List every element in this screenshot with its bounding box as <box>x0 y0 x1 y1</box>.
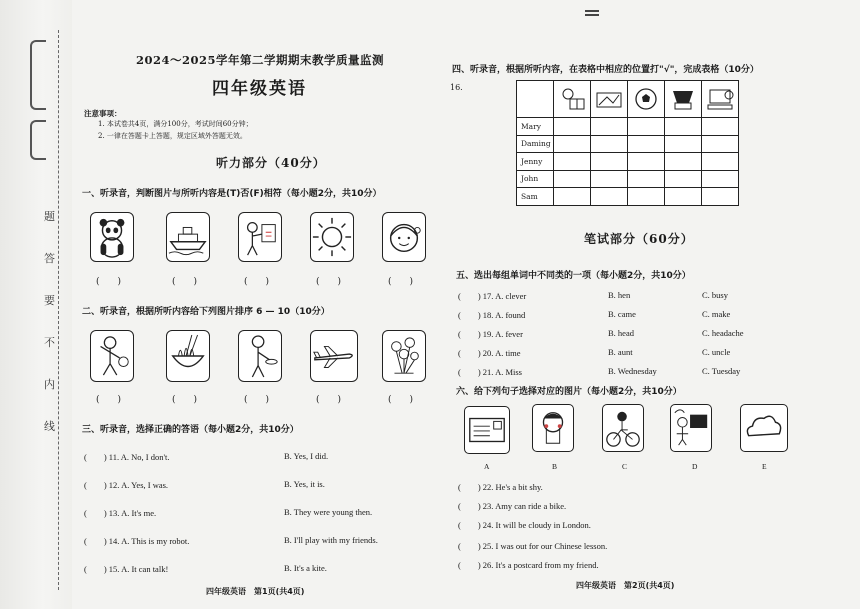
question-26[interactable]: ( ) 26. It's a postcard from my friend. <box>458 560 599 570</box>
answer-blank[interactable]: ( ) <box>96 395 122 405</box>
check-cell[interactable] <box>591 170 628 188</box>
binding-bracket-lower <box>30 120 46 160</box>
piano-icon <box>667 85 699 113</box>
check-cell[interactable] <box>665 153 702 171</box>
ship-icon <box>167 213 209 261</box>
picture-sun <box>310 212 354 262</box>
answer-blank[interactable]: ( ) <box>316 277 342 287</box>
question-20-option-b[interactable]: B. aunt <box>608 347 633 357</box>
classroom-icon <box>671 405 711 451</box>
table-row <box>517 135 739 153</box>
picture-panda <box>90 212 134 262</box>
question-17-option-b[interactable]: B. hen <box>608 290 631 300</box>
picture-boy-painting <box>238 212 282 262</box>
panda-icon <box>91 213 133 261</box>
check-cell[interactable] <box>628 118 665 136</box>
cleaning-icon <box>593 85 625 113</box>
notes-title: 注意事项： <box>84 109 122 118</box>
picture-ship <box>166 212 210 262</box>
part5-heading: 五、选出每组单词中不同类的一项（每小题2分，共10分） <box>456 271 691 281</box>
question-12-option-b[interactable]: B. Yes, it is. <box>284 479 325 489</box>
answer-blank[interactable]: ( ) <box>388 277 414 287</box>
question-13-option-a[interactable]: ( ) 13. A. It's me. <box>84 508 157 518</box>
activity-table <box>516 80 739 206</box>
page-footer: 四年级英语 第1页(共4页) <box>206 587 305 596</box>
boy-basketball-icon <box>91 331 133 381</box>
shy-boy-icon <box>533 405 573 451</box>
girl-face-icon <box>383 213 425 261</box>
check-cell[interactable] <box>554 135 591 153</box>
answer-blank[interactable]: ( ) <box>316 395 342 405</box>
check-cell[interactable] <box>628 170 665 188</box>
picture-flowers <box>382 330 426 382</box>
table-row <box>517 188 739 206</box>
question-13-option-b[interactable]: B. They were young then. <box>284 507 373 517</box>
check-cell[interactable] <box>665 118 702 136</box>
question-20-option-a[interactable]: ( ) 20. A. time <box>458 348 521 358</box>
subject-title: 四年级英语 <box>212 79 307 99</box>
check-cell[interactable] <box>554 153 591 171</box>
question-21-option-b[interactable]: B. Wednesday <box>608 366 657 376</box>
seal-line-labels <box>44 210 58 462</box>
answer-blank[interactable]: ( ) <box>96 277 122 287</box>
sun-icon <box>311 213 353 261</box>
computer-icon <box>704 85 736 113</box>
picture-noodles <box>166 330 210 382</box>
picture-airplane <box>310 330 358 382</box>
boy-painting-icon <box>239 213 281 261</box>
question-20-option-c[interactable]: C. uncle <box>702 347 731 357</box>
question-12-option-a[interactable]: ( ) 12. A. Yes, I was. <box>84 480 169 490</box>
check-cell[interactable] <box>591 153 628 171</box>
postcard-icon <box>465 407 509 453</box>
question-21-option-a[interactable]: ( ) 21. A. Miss <box>458 367 522 377</box>
football-icon <box>630 85 662 113</box>
picture-girl-bike <box>602 404 644 452</box>
airplane-icon <box>311 331 357 381</box>
table-header-row <box>517 81 739 118</box>
check-cell[interactable] <box>665 170 702 188</box>
man-cooking-icon <box>239 331 281 381</box>
picture-letter: D <box>692 462 698 471</box>
check-cell[interactable] <box>665 135 702 153</box>
picture-boy-basketball <box>90 330 134 382</box>
row-name: John <box>517 170 554 188</box>
picture-girl-face <box>382 212 426 262</box>
picture-letter: C <box>622 462 628 471</box>
exam-title: 2024～2025学年第二学期期末教学质量监测 <box>136 53 385 67</box>
page-footer: 四年级英语 第2页(共4页) <box>576 581 675 590</box>
picture-letter: A <box>484 462 490 471</box>
picture-cloud <box>740 404 788 452</box>
written-title: 笔试部分（60分） <box>584 232 694 246</box>
picture-classroom <box>670 404 712 452</box>
seal-label: 答 <box>44 252 55 265</box>
answer-blank[interactable]: ( ) <box>172 277 198 287</box>
table-row <box>517 153 739 171</box>
part1-heading: 一、听录音，判断图片与所听内容是(T)否(F)相符（每小题2分，共10分） <box>82 189 382 199</box>
seal-label: 不 <box>44 336 55 349</box>
check-cell[interactable] <box>591 188 628 206</box>
question-25[interactable]: ( ) 25. I was out for our Chinese lesson. <box>458 541 608 551</box>
part3-heading: 三、听录音，选择正确的答语（每小题2分，共10分） <box>82 425 299 435</box>
answer-blank[interactable]: ( ) <box>244 395 270 405</box>
page-2 <box>448 0 856 609</box>
boy-reading-icon <box>556 85 588 113</box>
answer-blank[interactable]: ( ) <box>388 395 414 405</box>
answer-blank[interactable]: ( ) <box>172 395 198 405</box>
question-18-option-a[interactable]: ( ) 18. A. found <box>458 310 526 320</box>
table-header-cell <box>554 81 591 118</box>
check-cell[interactable] <box>702 153 739 171</box>
question-11-option-a[interactable]: ( ) 11. A. No, I don't. <box>84 452 170 462</box>
question-24[interactable]: ( ) 24. It will be cloudy in London. <box>458 520 591 530</box>
picture-man-cooking <box>238 330 282 382</box>
question-19-option-b[interactable]: B. head <box>608 328 634 338</box>
check-cell[interactable] <box>665 188 702 206</box>
question-22[interactable]: ( ) 22. He's a bit shy. <box>458 482 543 492</box>
table-header-cell <box>665 81 702 118</box>
question-18-option-b[interactable]: B. came <box>608 309 636 319</box>
picture-letter: E <box>762 462 767 471</box>
check-cell[interactable] <box>702 135 739 153</box>
check-cell[interactable] <box>591 118 628 136</box>
cloud-icon <box>741 405 787 451</box>
question-16-number: 16. <box>450 83 463 92</box>
row-name: Sam <box>517 188 554 206</box>
check-cell[interactable] <box>554 188 591 206</box>
check-cell[interactable] <box>628 153 665 171</box>
noodles-icon <box>167 331 209 381</box>
part2-heading: 二、听录音，根据所听内容给下列图片排序 6 — 10（10分） <box>82 307 330 317</box>
row-name: Daming <box>517 135 554 153</box>
seal-label: 题 <box>44 210 55 223</box>
note-item: 1. 本试卷共4页，满分100分，考试时间60分钟； <box>98 120 253 128</box>
question-21-option-c[interactable]: C. Tuesday <box>702 366 741 376</box>
picture-shy-boy <box>532 404 574 452</box>
check-cell[interactable] <box>628 135 665 153</box>
table-row <box>517 170 739 188</box>
seal-line <box>58 30 59 590</box>
question-17-option-c[interactable]: C. busy <box>702 290 728 300</box>
table-header-cell <box>591 81 628 118</box>
question-15-option-b[interactable]: B. It's a kite. <box>284 563 327 573</box>
girl-bike-icon <box>603 405 643 451</box>
seal-label: 内 <box>44 378 55 391</box>
picture-postcard <box>464 406 510 454</box>
flowers-icon <box>383 331 425 381</box>
question-14-option-a[interactable]: ( ) 14. A. This is my robot. <box>84 536 190 546</box>
question-15-option-a[interactable]: ( ) 15. A. It can talk! <box>84 564 169 574</box>
table-header-cell <box>628 81 665 118</box>
check-cell[interactable] <box>554 170 591 188</box>
check-cell[interactable] <box>628 188 665 206</box>
question-19-option-a[interactable]: ( ) 19. A. fever <box>458 329 523 339</box>
picture-letter: B <box>552 462 558 471</box>
part6-heading: 六、给下列句子选择对应的图片（每小题2分，共10分） <box>456 387 682 397</box>
question-17-option-a[interactable]: ( ) 17. A. clever <box>458 291 527 301</box>
check-cell[interactable] <box>702 118 739 136</box>
binding-bracket <box>30 40 46 110</box>
check-cell[interactable] <box>591 135 628 153</box>
row-name: Jenny <box>517 153 554 171</box>
check-cell[interactable] <box>702 170 739 188</box>
page-1 <box>76 0 442 609</box>
question-18-option-c[interactable]: C. make <box>702 309 731 319</box>
table-header-cell <box>702 81 739 118</box>
binding-margin <box>0 0 72 609</box>
question-11-option-b[interactable]: B. Yes, I did. <box>284 451 329 461</box>
answer-blank[interactable]: ( ) <box>244 277 270 287</box>
listening-title: 听力部分（40分） <box>216 156 326 170</box>
row-name: Mary <box>517 118 554 136</box>
question-23[interactable]: ( ) 23. Amy can ride a bike. <box>458 501 567 511</box>
check-cell[interactable] <box>554 118 591 136</box>
seal-label: 要 <box>44 294 55 307</box>
check-cell[interactable] <box>702 188 739 206</box>
table-row <box>517 118 739 136</box>
part4-heading: 四、听录音，根据所听内容，在表格中相应的位置打"√"，完成表格（10分） <box>452 65 759 75</box>
table-corner-cell <box>517 81 554 118</box>
question-14-option-b[interactable]: B. I'll play with my friends. <box>284 535 378 545</box>
note-item: 2. 一律在答题卡上答题，规定区域外答题无效。 <box>98 132 247 140</box>
question-19-option-c[interactable]: C. headache <box>702 328 744 338</box>
seal-label: 线 <box>44 420 55 433</box>
